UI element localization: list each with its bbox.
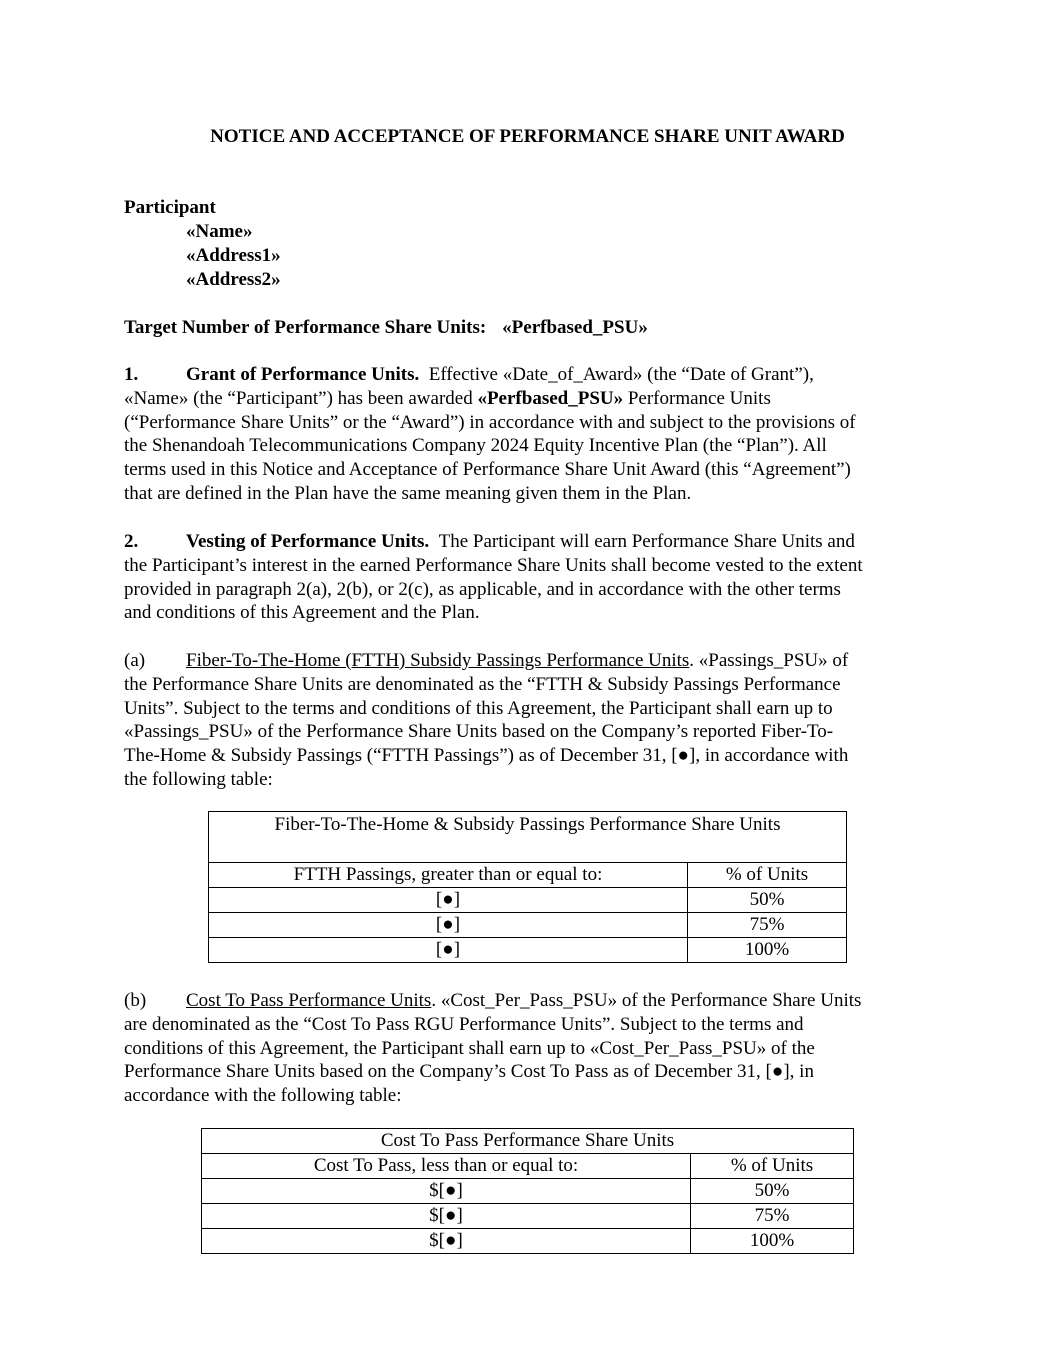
- section-2-number: 2.: [124, 531, 139, 552]
- target-units-line: [124, 316, 648, 340]
- participant-address2: «Address2»: [186, 269, 281, 290]
- table-row: [●] 50%: [209, 888, 847, 913]
- section-2-vesting: 2. Vesting of Performance Units. The Participant will earn Performance Share Units and the Participant’s interest in the earned Performance Share Units shall become vested to the extent provided in paragraph 2(a), 2(b), or 2(c), as applicable, and in accordance with the other terms and conditions of this Agreement and the Plan.: [124, 531, 863, 624]
- table-row: $[●] 100%: [202, 1229, 854, 1254]
- table-header-percent: % of Units: [688, 863, 847, 888]
- table-header-threshold: FTTH Passings, greater than or equal to:: [209, 863, 688, 888]
- target-units-value: «Perfbased_PSU»: [502, 317, 648, 338]
- participant-label: Participant: [124, 197, 216, 218]
- section-1-number: 1.: [124, 364, 139, 385]
- ftth-passings-table: [208, 811, 847, 963]
- section-2b-number: (b): [124, 990, 147, 1011]
- document-title: NOTICE AND ACCEPTANCE OF PERFORMANCE SHARE UNIT AWARD: [210, 126, 845, 147]
- target-units-label: Target Number of Performance Share Units:: [124, 317, 487, 338]
- cost-to-pass-table: [201, 1128, 854, 1254]
- table-row: [●] 100%: [209, 938, 847, 963]
- section-1-grant: 1. Grant of Performance Units. Effective «Date_of_Award» (the “Date of Grant”), «Name» (the “Participant”) has been awarded «Perfbased_PSU» Performance Units (“Performance Share Units” or the “Award”) in accordance with and subject to the provisions of the Shenandoah Telecommunications Company 2024 Equity Incentive Plan (the “Plan”). All terms used in this Notice and Acceptance of Performance Share Unit Award (this “Agreement”) that are defined in the Plan have the same meaning given them in the Plan.: [124, 364, 856, 504]
- table-header-percent: % of Units: [691, 1154, 854, 1179]
- table-row: $[●] 50%: [202, 1179, 854, 1204]
- participant-address1: «Address1»: [186, 245, 281, 266]
- section-2a-ftth: (a) Fiber-To-The-Home (FTTH) Subsidy Passings Performance Units. «Passings_PSU» of the Performance Share Units are denominated as the “FTTH & Subsidy Passings Performance Units”. Subject to the terms and conditions of this Agreement, the Participant shall earn up to «Passings_PSU» of the Performance Share Units based on the Company’s reported Fiber-To- The-Home & Subsidy Passings (“FTTH Passings”) as of December 31, [●], in accordance with the following table:: [124, 650, 849, 790]
- section-2-heading: Vesting of Performance Units.: [186, 531, 430, 552]
- participant-name: «Name»: [186, 221, 253, 242]
- table-title: Cost To Pass Performance Share Units: [202, 1129, 854, 1154]
- section-2a-number: (a): [124, 650, 146, 671]
- table-title: Fiber-To-The-Home & Subsidy Passings Performance Share Units: [209, 812, 847, 863]
- section-2b-cost-to-pass: (b) Cost To Pass Performance Units. «Cost_Per_Pass_PSU» of the Performance Share Units are denominated as the “Cost To Pass RGU Performance Units”. Subject to the terms and conditions of this Agreement, the Participant shall earn up to «Cost_Per_Pass_PSU» of the Performance Share Units based on the Company’s Cost To Pass as of December 31, [●], in accordance with the following table:: [124, 990, 862, 1107]
- section-2a-heading: Fiber-To-The-Home (FTTH) Subsidy Passings Performance Units: [186, 650, 690, 671]
- table-row: [●] 75%: [209, 913, 847, 938]
- table-row: $[●] 75%: [202, 1204, 854, 1229]
- section-1-heading: Grant of Performance Units.: [186, 364, 420, 385]
- table-header-threshold: Cost To Pass, less than or equal to:: [202, 1154, 691, 1179]
- section-2b-heading: Cost To Pass Performance Units: [186, 990, 432, 1011]
